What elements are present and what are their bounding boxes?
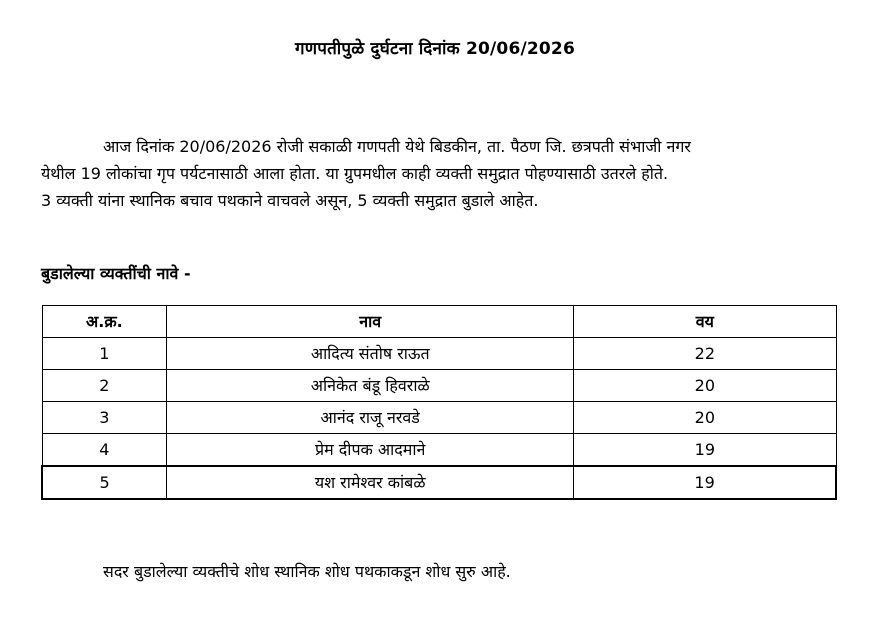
victims-table: [41, 305, 837, 500]
intro-line-3: 3 व्यक्ती यांना स्थानिक बचाव पथकाने वाचवले असून, 5 व्यक्ती समुद्रात बुडाले आहेत.: [41, 191, 539, 210]
closing-line: सदर बुडालेल्या व्यक्तीचे शोध स्थानिक शोध पथकाकडून शोध सुरु आहे.: [103, 562, 511, 581]
cell-name: आदित्य संतोष राऊत: [167, 338, 574, 370]
cell-age: 20: [574, 370, 836, 402]
cell-serial-number: 2: [42, 370, 167, 402]
table-row: [42, 370, 836, 402]
header-name: नाव: [167, 306, 574, 338]
document-title: गणपतीपुळे दुर्घटना दिनांक 20/06/2026: [295, 39, 575, 59]
intro-line-2: येथील 19 लोकांचा गृप पर्यटनासाठी आला होता. या ग्रुपमधील काही व्यक्ती समुद्रात पोहण्यासाठी उतरले होते.: [41, 164, 669, 183]
cell-name: यश रामेश्वर कांबळे: [167, 466, 574, 499]
cell-age: 19: [574, 434, 836, 467]
intro-line-1: आज दिनांक 20/06/2026 रोजी सकाळी गणपती येथे बिडकीन, ता. पैठण जि. छत्रपती संभाजी नगर: [103, 137, 691, 156]
cell-age: 22: [574, 338, 836, 370]
cell-name: आनंद राजू नरवडे: [167, 402, 574, 434]
cell-serial-number: 5: [42, 466, 167, 499]
section-heading-victims: बुडालेल्या व्यक्तींची नावे -: [41, 264, 191, 283]
table-row: [42, 402, 836, 434]
cell-name: अनिकेत बंडू हिवराळे: [167, 370, 574, 402]
header-age: वय: [574, 306, 836, 338]
table-row: [42, 338, 836, 370]
table-row: [42, 434, 836, 467]
intro-paragraph: [41, 133, 841, 214]
cell-serial-number: 3: [42, 402, 167, 434]
closing-paragraph: [103, 558, 870, 585]
cell-name: प्रेम दीपक आदमाने: [167, 434, 574, 467]
cell-serial-number: 1: [42, 338, 167, 370]
cell-age: 20: [574, 402, 836, 434]
table-header-row: [42, 306, 836, 338]
cell-serial-number: 4: [42, 434, 167, 467]
cell-age: 19: [574, 466, 836, 499]
header-serial-number: अ.क्र.: [42, 306, 167, 338]
table-row: [42, 466, 836, 499]
